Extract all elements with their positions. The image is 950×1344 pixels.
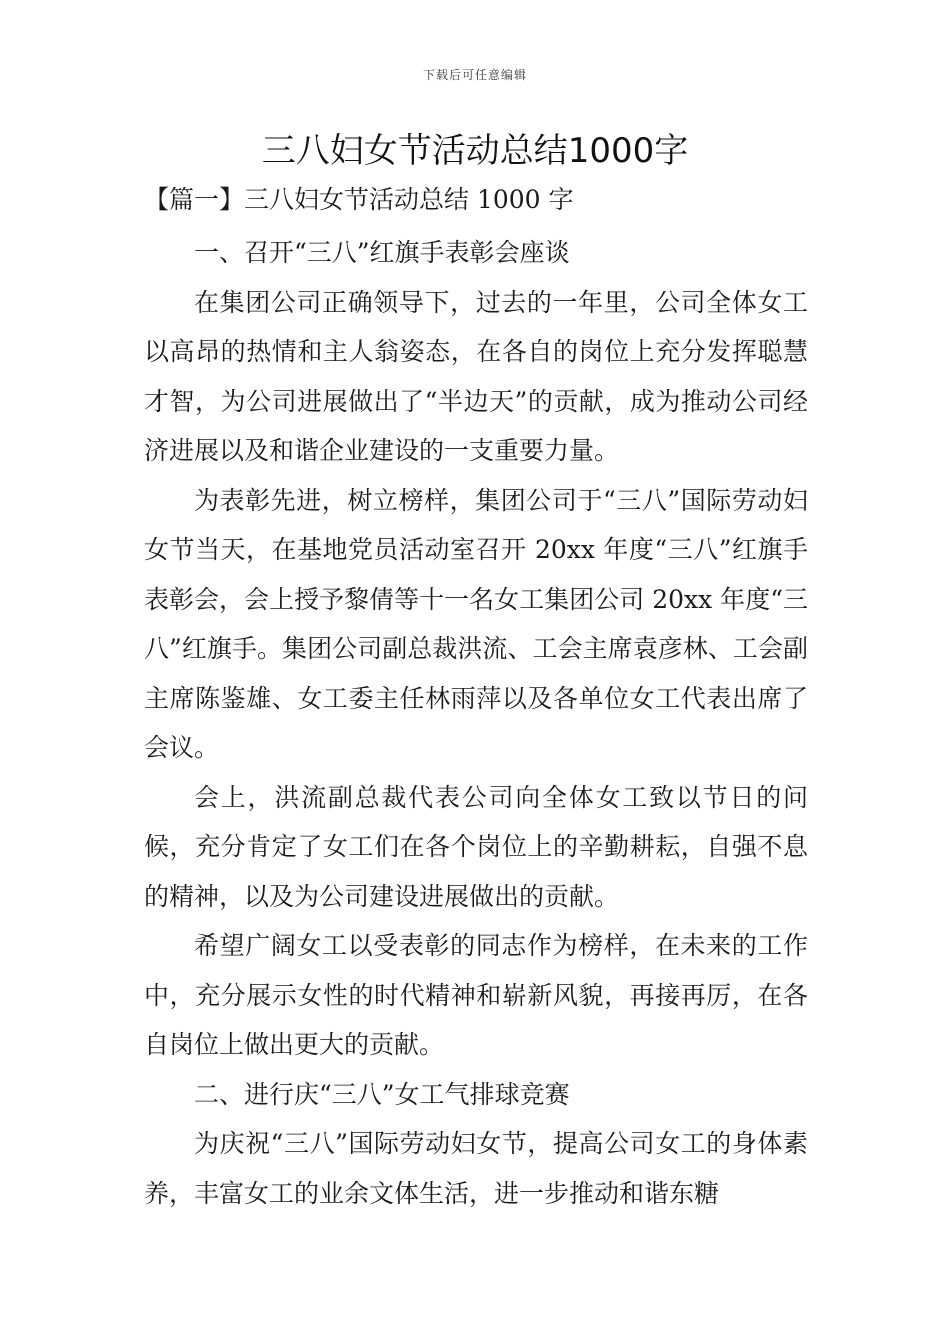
document-body [144,228,808,1218]
paragraph: 为庆祝“三八”国际劳动妇女节，提高公司女工的身体素养，丰富女工的业余文体生活，进一步推动和谐东糖 [144,1129,808,1208]
paragraph: 为表彰先进，树立榜样，集团公司于“三八”国际劳动妇女节当天，在基地党员活动室召开 20xx 年度“三八”红旗手表彰会，会上授予黎倩等十一名女工集团公司 20xx 年度“三八”红旗手。集团公司副总裁洪流、工会主席袁彦林、工会副主席陈鉴雄、女工委主任林雨萍以及各单位女工代表出席了会议。 [144,485,808,762]
header-note: 下载后可任意编辑 [422,68,527,82]
document-title: 三八妇女节活动总结1000字 [261,131,689,171]
subheading-2: 二、进行庆“三八”女工气排球竞赛 [194,1079,570,1109]
paragraph: 希望广阔女工以受表彰的同志作为榜样，在未来的工作中，充分展示女性的时代精神和崭新风貌，再接再厉，在各自岗位上做出更大的贡献。 [144,931,808,1059]
paragraph: 在集团公司正确领导下，过去的一年里，公司全体女工以高昂的热情和主人翁姿态，在各自的岗位上充分发挥聪慧才智，为公司进展做出了“半边天”的贡献，成为推动公司经济进展以及和谐企业建设的一支重要力量。 [144,287,808,465]
paragraph: 会上，洪流副总裁代表公司向全体女工致以节日的问候，充分肯定了女工们在各个岗位上的辛勤耕耘，自强不息的精神，以及为公司建设进展做出的贡献。 [144,782,808,911]
subheading-1: 一、召开“三八”红旗手表彰会座谈 [194,238,570,267]
section-title: 【篇一】三八妇女节活动总结 1000 字 [144,185,574,214]
